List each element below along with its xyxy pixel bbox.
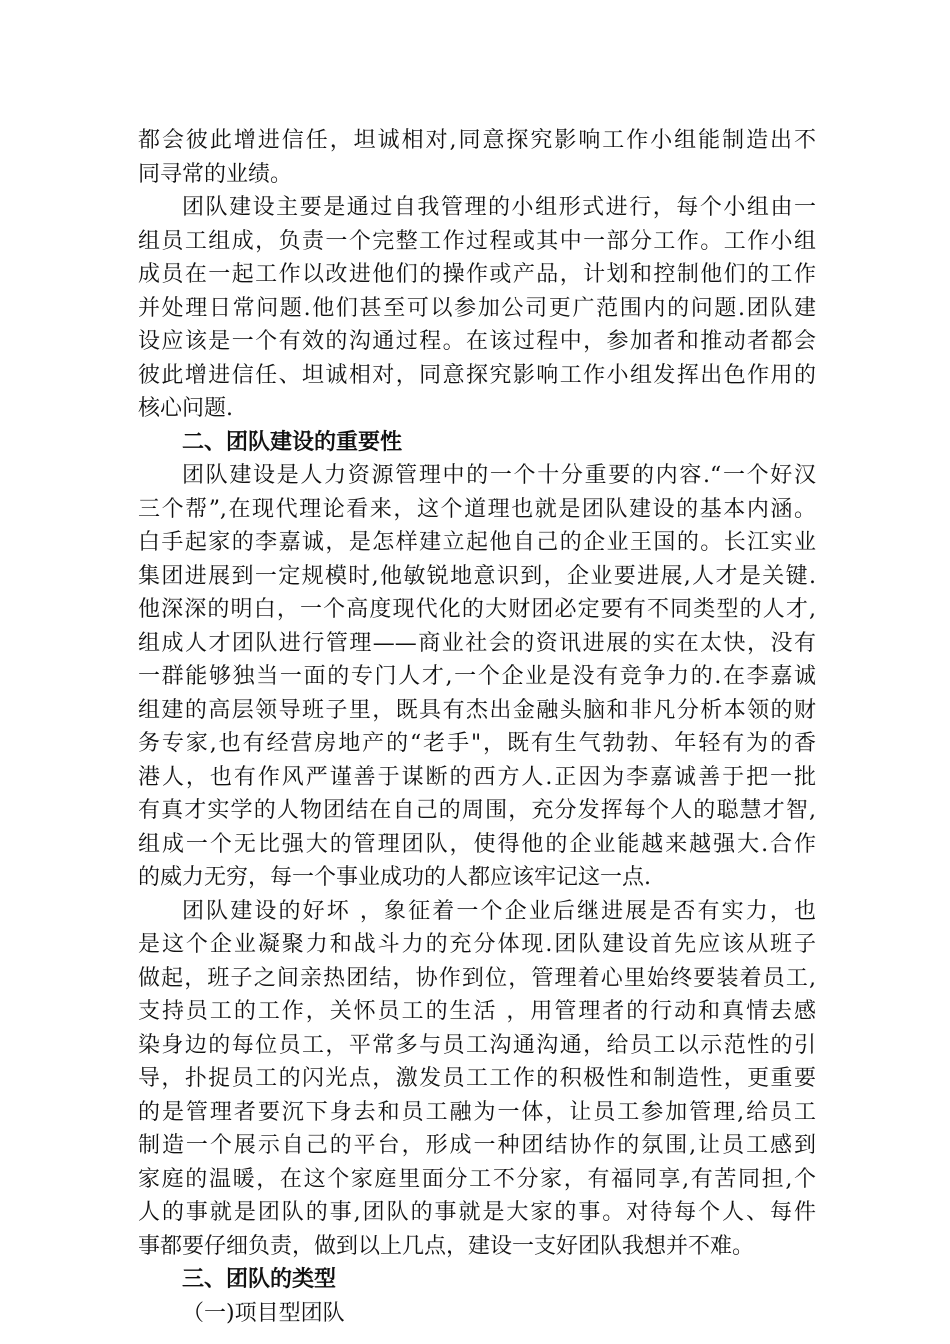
text-line: 导，扑捉员工的闪光点，激发员工工作的积极性和制造性，更重要	[138, 1066, 816, 1091]
paragraph-team-quality	[138, 895, 816, 1264]
text-line: 都会彼此增进信任，坦诚相对,同意探究影响工作小组能制造出不	[138, 128, 816, 153]
text-line: 制造一个展示自己的平台，形成一种团结协作的氛围,让员工感到	[138, 1133, 816, 1158]
text-line: 集团进展到一定规模时,他敏锐地意识到，企业要进展,人才是关键.	[138, 563, 816, 589]
text-line: 组成人才团队进行管理——商业社会的资讯进展的实在太快，没有	[138, 630, 816, 656]
text-line: 并处理日常问题.他们甚至可以参加公司更广范围内的问题.团队建	[138, 295, 816, 321]
text-line: 家庭的温暖，在这个家庭里面分工不分家，有福同享,有苦同担,个	[138, 1166, 816, 1192]
text-line: 核心问题.	[138, 396, 233, 421]
text-line: 做起，班子之间亲热团结，协作到位，管理着心里始终要装着员工,	[138, 965, 816, 991]
text-line: 是这个企业凝聚力和战斗力的充分体现.团队建设首先应该从班子	[138, 932, 816, 957]
text-line: 组成一个无比强大的管理团队，使得他的企业能越来越强大.合作	[138, 831, 816, 857]
text-line: 白手起家的李嘉诚，是怎样建立起他自己的企业王国的。长江实业	[138, 530, 816, 555]
text-line: 支持员工的工作，关怀员工的生活 ，用管理者的行动和真情去感	[138, 999, 816, 1024]
text-line: 三个帮”,在现代理论看来，这个道理也就是团队建设的基本内涵。	[138, 496, 816, 522]
text-line: 人的事就是团队的事,团队的事就是大家的事。对待每个人、每件	[138, 1200, 816, 1225]
section-heading-importance: 二、团队建设的重要性	[182, 428, 403, 455]
section-heading-team-types: 三、团队的类型	[182, 1266, 337, 1292]
text-line: 港人，也有作风严谨善于谋断的西方人.正因为李嘉诚善于把一批	[138, 764, 816, 790]
text-line: 彼此增进信任、坦诚相对，同意探究影响工作小组发挥出色作用的	[138, 362, 816, 388]
text-line: 的是管理者要沉下身去和员工融为一体，让员工参加管理,给员工	[138, 1099, 816, 1125]
text-line: 团队建设主要是通过自我管理的小组形式进行，每个小组由一	[182, 195, 816, 220]
text-line: 有真才实学的人物团结在自己的周围，充分发挥每个人的聪慧才智,	[138, 798, 816, 823]
text-line: 染身边的每位员工，平常多与员工沟通沟通，给员工以示范性的引	[138, 1032, 816, 1058]
text-line: 组建的高层领导班子里，既具有杰出金融头脑和非凡分析本领的财	[138, 697, 816, 723]
text-line: 同寻常的业绩。	[138, 161, 293, 187]
text-line: 的威力无穷，每一个事业成功的人都应该牢记这一点.	[138, 865, 651, 890]
paragraph-team-building-definition	[138, 191, 816, 426]
text-line: 他深深的明白，一个高度现代化的大财团必定要有不同类型的人才,	[138, 597, 816, 622]
text-line: 事都要仔细负责，做到以上几点，建设一支好团队我想并不难。	[138, 1233, 755, 1259]
text-line: 设应该是一个有效的沟通过程。在该过程中，参加者和推动者都会	[138, 329, 816, 354]
paragraph-importance	[138, 459, 816, 895]
text-line: 一群能够独当一面的专门人才,一个企业是没有竞争力的.在李嘉诚	[138, 664, 816, 689]
text-line: 务专家,也有经营房地产的“老手"，既有生气勃勃、年轻有为的香	[138, 731, 816, 756]
text-line: 团队建设的好坏 ，象征着一个企业后继进展是否有实力，也	[182, 898, 816, 924]
document-body	[138, 124, 816, 1330]
paragraph-continuation	[138, 124, 816, 191]
text-line: 成员在一起工作以改进他们的操作或产品，计划和控制他们的工作	[138, 262, 816, 287]
text-line: 团队建设是人力资源管理中的一个十分重要的内容.“一个好汉	[182, 463, 816, 488]
text-line: 组员工组成，负责一个完整工作过程或其中一部分工作。工作小组	[138, 228, 816, 254]
subsection-heading-project-team: （一)项目型团队	[182, 1300, 345, 1326]
